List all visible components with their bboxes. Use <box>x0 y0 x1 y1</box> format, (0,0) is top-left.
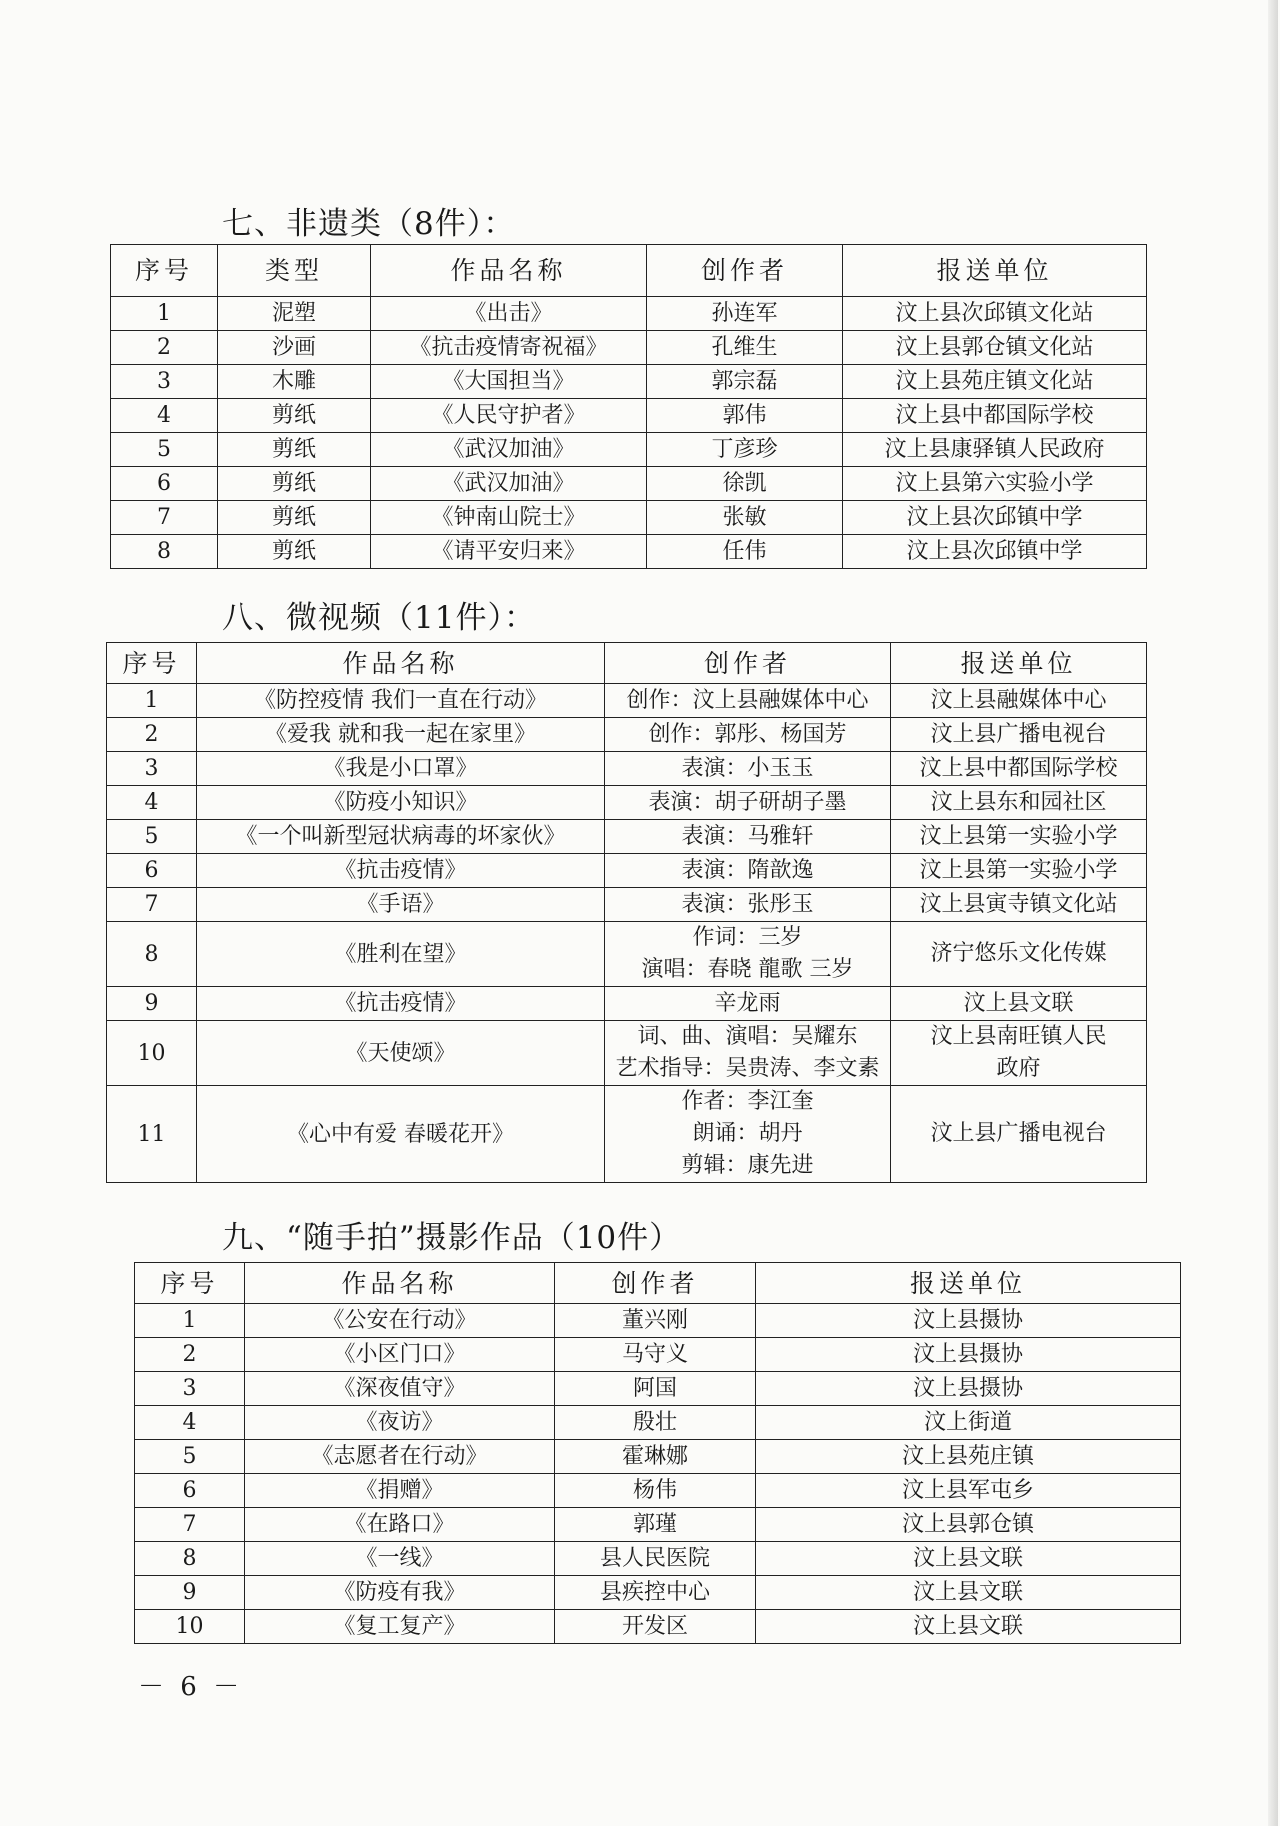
table-cell: 《武汉加油》 <box>371 433 647 467</box>
table-cell: 开发区 <box>555 1610 756 1644</box>
table-cell: 孙连军 <box>647 297 843 331</box>
table-cell: 1 <box>107 684 197 718</box>
table-cell: 泥塑 <box>218 297 371 331</box>
table-cell: 郭宗磊 <box>647 365 843 399</box>
unit-cell <box>891 1021 1147 1086</box>
table-cell: 阿国 <box>555 1372 756 1406</box>
creator-cell <box>605 1086 891 1183</box>
table-row <box>107 786 1147 820</box>
column-header: 序号 <box>107 643 197 684</box>
table-cell: 5 <box>111 433 218 467</box>
table-cell: 汶上县文联 <box>756 1610 1181 1644</box>
table-cell: 汶上县郭仓镇文化站 <box>843 331 1147 365</box>
table-cell: 《心中有爱 春暖花开》 <box>197 1086 605 1183</box>
table-cell: 《一个叫新型冠状病毒的坏家伙》 <box>197 820 605 854</box>
creator-line: 创作：郭彤、杨国芳 <box>648 721 847 747</box>
table-cell: 2 <box>111 331 218 365</box>
table-cell: 县人民医院 <box>555 1542 756 1576</box>
table-cell: 6 <box>111 467 218 501</box>
creator-line: 辛龙雨 <box>714 990 781 1016</box>
table-cell: 《钟南山院士》 <box>371 501 647 535</box>
table-cell: 汶上县第六实验小学 <box>843 467 1147 501</box>
table-cell: 5 <box>135 1440 245 1474</box>
table-cell: 郭伟 <box>647 399 843 433</box>
table-row <box>111 535 1147 569</box>
table-cell: 汶上县次邱镇文化站 <box>843 297 1147 331</box>
table-cell: 3 <box>107 752 197 786</box>
unit-line: 汶上县第一实验小学 <box>919 823 1118 849</box>
unit-cell <box>891 786 1147 820</box>
creator-cell <box>605 718 891 752</box>
table-cell: 《防疫小知识》 <box>197 786 605 820</box>
column-header: 作品名称 <box>371 245 647 297</box>
table-row <box>111 365 1147 399</box>
creator-cell <box>605 786 891 820</box>
column-header: 报送单位 <box>891 643 1147 684</box>
table-row <box>107 820 1147 854</box>
table-cell: 《公安在行动》 <box>245 1304 555 1338</box>
unit-line: 汶上县广播电视台 <box>930 1121 1107 1146</box>
table-row <box>135 1474 1181 1508</box>
table-cell: 汶上街道 <box>756 1406 1181 1440</box>
table-row <box>111 331 1147 365</box>
table-cell: 汶上县苑庄镇文化站 <box>843 365 1147 399</box>
creator-cell <box>605 888 891 922</box>
table-cell: 《请平安归来》 <box>371 535 647 569</box>
column-header: 类型 <box>218 245 371 297</box>
page-edge <box>1268 0 1278 1826</box>
table-cell: 《抗击疫情寄祝福》 <box>371 331 647 365</box>
table-cell: 任伟 <box>647 535 843 569</box>
table-cell: 霍琳娜 <box>555 1440 756 1474</box>
creator-line: 作词：三岁 <box>692 925 803 950</box>
table-cell: 殷壮 <box>555 1406 756 1440</box>
table-cell: 汶上县次邱镇中学 <box>843 535 1147 569</box>
table-cell: 7 <box>135 1508 245 1542</box>
table-cell: 《一线》 <box>245 1542 555 1576</box>
table-row <box>135 1576 1181 1610</box>
unit-cell <box>891 987 1147 1021</box>
table-cell: 《抗击疫情》 <box>197 854 605 888</box>
unit-line: 政府 <box>996 1056 1041 1081</box>
unit-cell <box>891 922 1147 987</box>
column-header: 作品名称 <box>245 1263 555 1304</box>
table-cell: 8 <box>107 922 197 987</box>
table-cell: 《手语》 <box>197 888 605 922</box>
unit-cell <box>891 752 1147 786</box>
table-row <box>111 297 1147 331</box>
section-heading-photography: 九、“随手拍”摄影作品（10件） <box>222 1220 682 1256</box>
table-cell: 汶上县军屯乡 <box>756 1474 1181 1508</box>
table-cell: 11 <box>107 1086 197 1183</box>
table-cell: 汶上县摄协 <box>756 1304 1181 1338</box>
unit-line: 汶上县文联 <box>963 990 1074 1016</box>
creator-line: 表演：隋歆逸 <box>681 857 814 883</box>
table-cell: 剪纸 <box>218 501 371 535</box>
table-cell: 4 <box>135 1406 245 1440</box>
unit-cell <box>891 820 1147 854</box>
micro-video-table <box>106 642 1147 1183</box>
unit-line: 汶上县第一实验小学 <box>919 857 1118 883</box>
table-cell: 《抗击疫情》 <box>197 987 605 1021</box>
column-header: 作品名称 <box>197 643 605 684</box>
table-cell: 9 <box>135 1576 245 1610</box>
table-cell: 8 <box>111 535 218 569</box>
table-row <box>107 1021 1147 1086</box>
table-cell: 《防控疫情 我们一直在行动》 <box>197 684 605 718</box>
table-cell: 4 <box>111 399 218 433</box>
table-cell: 沙画 <box>218 331 371 365</box>
column-header: 创作者 <box>605 643 891 684</box>
unit-line: 汶上县中都国际学校 <box>919 755 1118 781</box>
page-number: － 6 － <box>138 1672 244 1702</box>
unit-line: 汶上县寅寺镇文化站 <box>919 891 1118 917</box>
unit-cell <box>891 1086 1147 1183</box>
table-cell: 10 <box>135 1610 245 1644</box>
creator-line: 表演：马雅轩 <box>681 823 814 849</box>
creator-line: 表演：张彤玉 <box>681 891 814 917</box>
table-cell: 剪纸 <box>218 433 371 467</box>
table-row <box>135 1338 1181 1372</box>
table-cell: 郭瑾 <box>555 1508 756 1542</box>
column-header: 报送单位 <box>843 245 1147 297</box>
table-cell: 8 <box>135 1542 245 1576</box>
table-cell: 《小区门口》 <box>245 1338 555 1372</box>
creator-cell <box>605 1021 891 1086</box>
section-heading-micro-video: 八、微视频（11件）： <box>222 600 536 636</box>
table-cell: 《出击》 <box>371 297 647 331</box>
table-header-row <box>111 245 1147 297</box>
table-cell: 《大国担当》 <box>371 365 647 399</box>
table-cell: 《防疫有我》 <box>245 1576 555 1610</box>
table-header-row <box>135 1263 1181 1304</box>
unit-line: 汶上县东和园社区 <box>930 789 1107 815</box>
table-cell: 丁彦珍 <box>647 433 843 467</box>
table-cell: 《夜访》 <box>245 1406 555 1440</box>
table-row <box>135 1610 1181 1644</box>
table-row <box>107 718 1147 752</box>
column-header: 序号 <box>135 1263 245 1304</box>
table-cell: 剪纸 <box>218 399 371 433</box>
table-cell: 4 <box>107 786 197 820</box>
unit-line: 汶上县南旺镇人民 <box>930 1024 1107 1049</box>
table-cell: 1 <box>111 297 218 331</box>
unit-cell <box>891 854 1147 888</box>
column-header: 序号 <box>111 245 218 297</box>
creator-line: 词、曲、演唱：吴耀东 <box>637 1024 858 1049</box>
table-cell: 汶上县康驿镇人民政府 <box>843 433 1147 467</box>
table-cell: 孔维生 <box>647 331 843 365</box>
table-cell: 《志愿者在行动》 <box>245 1440 555 1474</box>
creator-line: 艺术指导：吴贵涛、李文素 <box>615 1056 880 1081</box>
creator-line: 表演：小玉玉 <box>681 755 814 781</box>
table-cell: 《在路口》 <box>245 1508 555 1542</box>
table-cell: 汶上县摄协 <box>756 1372 1181 1406</box>
photography-table <box>134 1262 1181 1644</box>
table-cell: 《深夜值守》 <box>245 1372 555 1406</box>
table-row <box>135 1440 1181 1474</box>
creator-line: 创作：汶上县融媒体中心 <box>626 687 869 713</box>
table-cell: 汶上县郭仓镇 <box>756 1508 1181 1542</box>
table-cell: 《胜利在望》 <box>197 922 605 987</box>
column-header: 报送单位 <box>756 1263 1181 1304</box>
table-cell: 6 <box>135 1474 245 1508</box>
creator-line: 表演：胡子研胡子墨 <box>648 789 847 815</box>
table-cell: 2 <box>135 1338 245 1372</box>
table-row <box>135 1508 1181 1542</box>
table-row <box>111 433 1147 467</box>
table-cell: 《我是小口罩》 <box>197 752 605 786</box>
unit-line: 汶上县广播电视台 <box>930 721 1107 747</box>
column-header: 创作者 <box>647 245 843 297</box>
intangible-heritage-table <box>110 244 1147 569</box>
table-cell: 马守义 <box>555 1338 756 1372</box>
table-header-row <box>107 643 1147 684</box>
unit-cell <box>891 718 1147 752</box>
column-header: 创作者 <box>555 1263 756 1304</box>
table-cell: 剪纸 <box>218 535 371 569</box>
table-row <box>107 922 1147 987</box>
table-cell: 汶上县文联 <box>756 1576 1181 1610</box>
creator-cell <box>605 987 891 1021</box>
table-cell: 徐凯 <box>647 467 843 501</box>
table-cell: 杨伟 <box>555 1474 756 1508</box>
table-row <box>135 1372 1181 1406</box>
table-cell: 汶上县文联 <box>756 1542 1181 1576</box>
unit-line: 汶上县融媒体中心 <box>930 687 1107 713</box>
table-row <box>111 501 1147 535</box>
table-cell: 《爱我 就和我一起在家里》 <box>197 718 605 752</box>
table-row <box>135 1304 1181 1338</box>
table-cell: 《复工复产》 <box>245 1610 555 1644</box>
creator-line: 演唱：春晓 龍歌 三岁 <box>641 957 854 982</box>
table-cell: 9 <box>107 987 197 1021</box>
table-cell: 汶上县次邱镇中学 <box>843 501 1147 535</box>
table-cell: 7 <box>107 888 197 922</box>
creator-cell <box>605 854 891 888</box>
table-row <box>111 399 1147 433</box>
table-cell: 木雕 <box>218 365 371 399</box>
table-cell: 《武汉加油》 <box>371 467 647 501</box>
creator-cell <box>605 922 891 987</box>
creator-cell <box>605 820 891 854</box>
section-heading-intangible-heritage: 七、非遗类（8件）： <box>222 206 516 242</box>
table-cell: 2 <box>107 718 197 752</box>
creator-line: 剪辑：康先进 <box>681 1153 814 1178</box>
table-cell: 《人民守护者》 <box>371 399 647 433</box>
unit-cell <box>891 684 1147 718</box>
table-cell: 汶上县中都国际学校 <box>843 399 1147 433</box>
table-row <box>107 854 1147 888</box>
table-row <box>107 888 1147 922</box>
table-cell: 10 <box>107 1021 197 1086</box>
table-cell: 董兴刚 <box>555 1304 756 1338</box>
table-cell: 《天使颂》 <box>197 1021 605 1086</box>
table-cell: 3 <box>111 365 218 399</box>
table-cell: 《捐赠》 <box>245 1474 555 1508</box>
table-cell: 6 <box>107 854 197 888</box>
table-cell: 剪纸 <box>218 467 371 501</box>
table-cell: 张敏 <box>647 501 843 535</box>
table-row <box>135 1542 1181 1576</box>
table-row <box>135 1406 1181 1440</box>
table-cell: 汶上县摄协 <box>756 1338 1181 1372</box>
table-cell: 县疾控中心 <box>555 1576 756 1610</box>
unit-cell <box>891 888 1147 922</box>
creator-line: 作者：李江奎 <box>681 1089 814 1114</box>
table-cell: 7 <box>111 501 218 535</box>
creator-line: 朗诵：胡丹 <box>692 1121 803 1146</box>
unit-line: 济宁悠乐文化传媒 <box>930 941 1107 966</box>
table-row <box>111 467 1147 501</box>
table-cell: 3 <box>135 1372 245 1406</box>
table-row <box>107 752 1147 786</box>
creator-cell <box>605 684 891 718</box>
creator-cell <box>605 752 891 786</box>
table-cell: 汶上县苑庄镇 <box>756 1440 1181 1474</box>
table-row <box>107 1086 1147 1183</box>
table-cell: 1 <box>135 1304 245 1338</box>
table-cell: 5 <box>107 820 197 854</box>
table-row <box>107 987 1147 1021</box>
table-row <box>107 684 1147 718</box>
